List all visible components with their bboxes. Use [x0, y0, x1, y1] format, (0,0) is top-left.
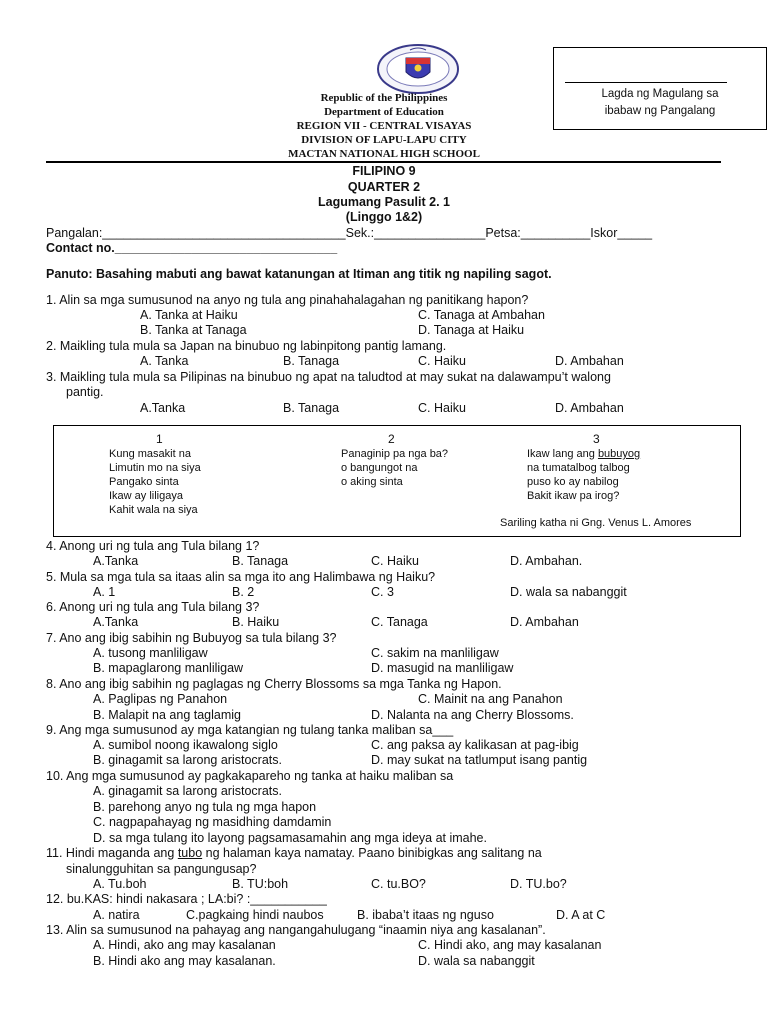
q11-text-pre: 11. Hindi maganda ang — [46, 846, 178, 860]
q12-option-c: B. ibaba’t itaas ng nguso — [357, 908, 494, 922]
deped-seal-logo — [376, 44, 460, 94]
q11-option-c: C. tu.BO? — [371, 877, 426, 891]
header-department: Department of Education — [324, 106, 444, 118]
question-6: 6. Anong uri ng tula ang Tula bilang 3? — [46, 600, 260, 614]
q11-option-a: A. Tu.boh — [93, 877, 147, 891]
poem-3-line: puso ko ay nabilog — [527, 476, 619, 488]
q6-option-b: B. Haiku — [232, 615, 280, 629]
q11-option-b: B. TU:boh — [232, 877, 289, 891]
poem-3-underlined-word: bubuyog — [597, 448, 641, 460]
header-republic: Republic of the Philippines — [320, 92, 448, 104]
poem-3-line: na tumatalbog talbog — [527, 462, 630, 474]
poem-1-line: Pangako sinta — [109, 476, 179, 488]
q6-option-d: D. Ambahan — [510, 615, 579, 629]
parent-signature-label-1: Lagda ng Magulang sa — [601, 88, 719, 100]
q13-option-b: B. Hindi ako ang may kasalanan. — [93, 954, 276, 968]
header-division: DIVISION OF LAPU-LAPU CITY — [301, 134, 467, 146]
q1-option-a: A. Tanka at Haiku — [140, 308, 238, 322]
poem-2-line: o aking sinta — [341, 476, 403, 488]
q13-option-d: D. wala sa nabanggit — [418, 954, 535, 968]
question-5: 5. Mula sa mga tula sa itaas alin sa mga ito ang Halimbawa ng Haiku? — [46, 570, 436, 584]
poem-2-line: Panaginip pa nga ba? — [341, 448, 449, 460]
student-fields-line: Pangalan:___________________________________Sek.:________________Petsa:__________Iskor_____ — [46, 226, 653, 240]
q5-option-a: A. 1 — [93, 585, 116, 599]
question-9: 9. Ang mga sumusunod ay mga katangian ng tulang tanka maliban sa___ — [46, 723, 454, 737]
q1-option-b: B. Tanka at Tanaga — [140, 323, 247, 337]
q8-option-b: B. Malapit na ang taglamig — [93, 708, 242, 722]
q3-option-c: C. Haiku — [418, 401, 466, 415]
poem-3-line-1 — [527, 447, 640, 461]
question-11-cont: sinalungguhitan sa pangungusap? — [66, 862, 257, 876]
q12-option-a: A. natira — [93, 908, 140, 922]
q4-option-a: A.Tanka — [93, 554, 139, 568]
poem-3-number: 3 — [593, 432, 600, 446]
q13-option-c: C. Hindi ako, ang may kasalanan — [418, 938, 602, 952]
poem-2-line: o bangungot na — [341, 462, 418, 474]
q13-option-a: A. Hindi, ako ang may kasalanan — [93, 938, 276, 952]
q12-option-b: C.pagkaing hindi naubos — [186, 908, 324, 922]
contact-field-line: Contact no.________________________________ — [46, 241, 338, 255]
question-11 — [46, 846, 542, 861]
q9-option-d: D. may sukat na tatlumput isang pantig — [371, 753, 588, 767]
q7-option-c: C. sakim na manliligaw — [371, 646, 499, 660]
question-7: 7. Ano ang ibig sabihin ng Bubuyog sa tula bilang 3? — [46, 631, 337, 645]
question-4: 4. Anong uri ng tula ang Tula bilang 1? — [46, 539, 260, 553]
header-divider — [46, 161, 721, 163]
q1-option-d: D. Tanaga at Haiku — [418, 323, 525, 337]
instructions: Panuto: Basahing mabuti ang bawat katanungan at Itiman ang titik ng napiling sagot. — [46, 267, 552, 281]
poem-1-line: Kahit wala na siya — [109, 504, 198, 516]
q3-option-b: B. Tanaga — [283, 401, 340, 415]
poem-3-line: Bakit ikaw pa irog? — [527, 490, 620, 502]
q2-option-b: B. Tanaga — [283, 354, 340, 368]
q8-option-c: C. Mainit na ang Panahon — [418, 692, 563, 706]
q11-option-d: D. TU.bo? — [510, 877, 567, 891]
question-13: 13. Alin sa sumusunod na pahayag ang nangangahulugang “inaamin niya ang kasalanan”. — [46, 923, 546, 937]
q2-option-c: C. Haiku — [418, 354, 466, 368]
q9-option-c: C. ang paksa ay kalikasan at pag-ibig — [371, 738, 579, 752]
question-12: 12. bu.KAS: hindi nakasara ; LA:bi? :___________ — [46, 892, 327, 906]
q6-option-a: A.Tanka — [93, 615, 139, 629]
q5-option-d: D. wala sa nabanggit — [510, 585, 627, 599]
q5-option-b: B. 2 — [232, 585, 255, 599]
q3-option-a: A.Tanka — [140, 401, 186, 415]
q11-underlined-word: tubo — [177, 846, 203, 860]
q11-text-post: ng halaman kaya namatay. Paano binibigkas ang salitang na — [202, 846, 542, 860]
poem-1-line: Kung masakit na — [109, 448, 191, 460]
q6-option-c: C. Tanaga — [371, 615, 428, 629]
q9-option-b: B. ginagamit sa larong aristocrats. — [93, 753, 282, 767]
parent-signature-label-2: ibabaw ng Pangalang — [604, 105, 716, 117]
question-8: 8. Ano ang ibig sabihin ng paglagas ng Cherry Blossoms sa mga Tanka ng Hapon. — [46, 677, 502, 691]
test-week: (Linggo 1&2) — [345, 210, 423, 224]
test-subject: FILIPINO 9 — [352, 164, 416, 178]
q3-option-d: D. Ambahan — [555, 401, 624, 415]
q10-option-d: D. sa mga tulang ito layong pagsamasamahin ang mga ideya at imahe. — [93, 831, 487, 845]
question-3-cont: pantig. — [66, 385, 104, 399]
poem-credit: Sariling katha ni Gng. Venus L. Amores — [500, 517, 692, 529]
q10-option-c: C. nagpapahayag ng masidhing damdamin — [93, 815, 332, 829]
q2-option-d: D. Ambahan — [555, 354, 624, 368]
q9-option-a: A. sumibol noong ikawalong siglo — [93, 738, 278, 752]
header-region: REGION VII - CENTRAL VISAYAS — [296, 120, 472, 132]
q5-option-c: C. 3 — [371, 585, 394, 599]
signature-line — [565, 82, 727, 83]
test-title: Lagumang Pasulit 2. 1 — [318, 195, 450, 209]
header-school: MACTAN NATIONAL HIGH SCHOOL — [288, 148, 480, 160]
poem-3-line-1-pre: Ikaw lang ang — [527, 448, 598, 460]
test-quarter: QUARTER 2 — [347, 180, 421, 194]
q2-option-a: A. Tanka — [140, 354, 189, 368]
q7-option-d: D. masugid na manliligaw — [371, 661, 514, 675]
q10-option-b: B. parehong anyo ng tula ng mga hapon — [93, 800, 317, 814]
poem-1-line: Limutin mo na siya — [109, 462, 201, 474]
question-3: 3. Maikling tula mula sa Pilipinas na binubuo ng apat na taludtod at may sukat na dalawampu’t walong — [46, 370, 611, 384]
q8-option-a: A. Paglipas ng Panahon — [93, 692, 228, 706]
question-10: 10. Ang mga sumusunod ay pagkakapareho ng tanka at haiku maliban sa — [46, 769, 454, 783]
q4-option-b: B. Tanaga — [232, 554, 289, 568]
q8-option-d: D. Nalanta na ang Cherry Blossoms. — [371, 708, 574, 722]
poem-1-line: Ikaw ay liligaya — [109, 490, 183, 502]
q7-option-a: A. tusong manliligaw — [93, 646, 208, 660]
q12-option-d: D. A at C — [556, 908, 606, 922]
poem-1-number: 1 — [156, 432, 163, 446]
q7-option-b: B. mapaglarong manliligaw — [93, 661, 244, 675]
q10-option-a: A. ginagamit sa larong aristocrats. — [93, 784, 282, 798]
q4-option-c: C. Haiku — [371, 554, 419, 568]
q4-option-d: D. Ambahan. — [510, 554, 583, 568]
q1-option-c: C. Tanaga at Ambahan — [418, 308, 545, 322]
poem-2-number: 2 — [388, 432, 395, 446]
question-2: 2. Maikling tula mula sa Japan na binubuo ng labinpitong pantig lamang. — [46, 339, 447, 353]
question-1: 1. Alin sa mga sumusunod na anyo ng tula ang pinahahalagahan ng panitikang hapon? — [46, 293, 529, 307]
